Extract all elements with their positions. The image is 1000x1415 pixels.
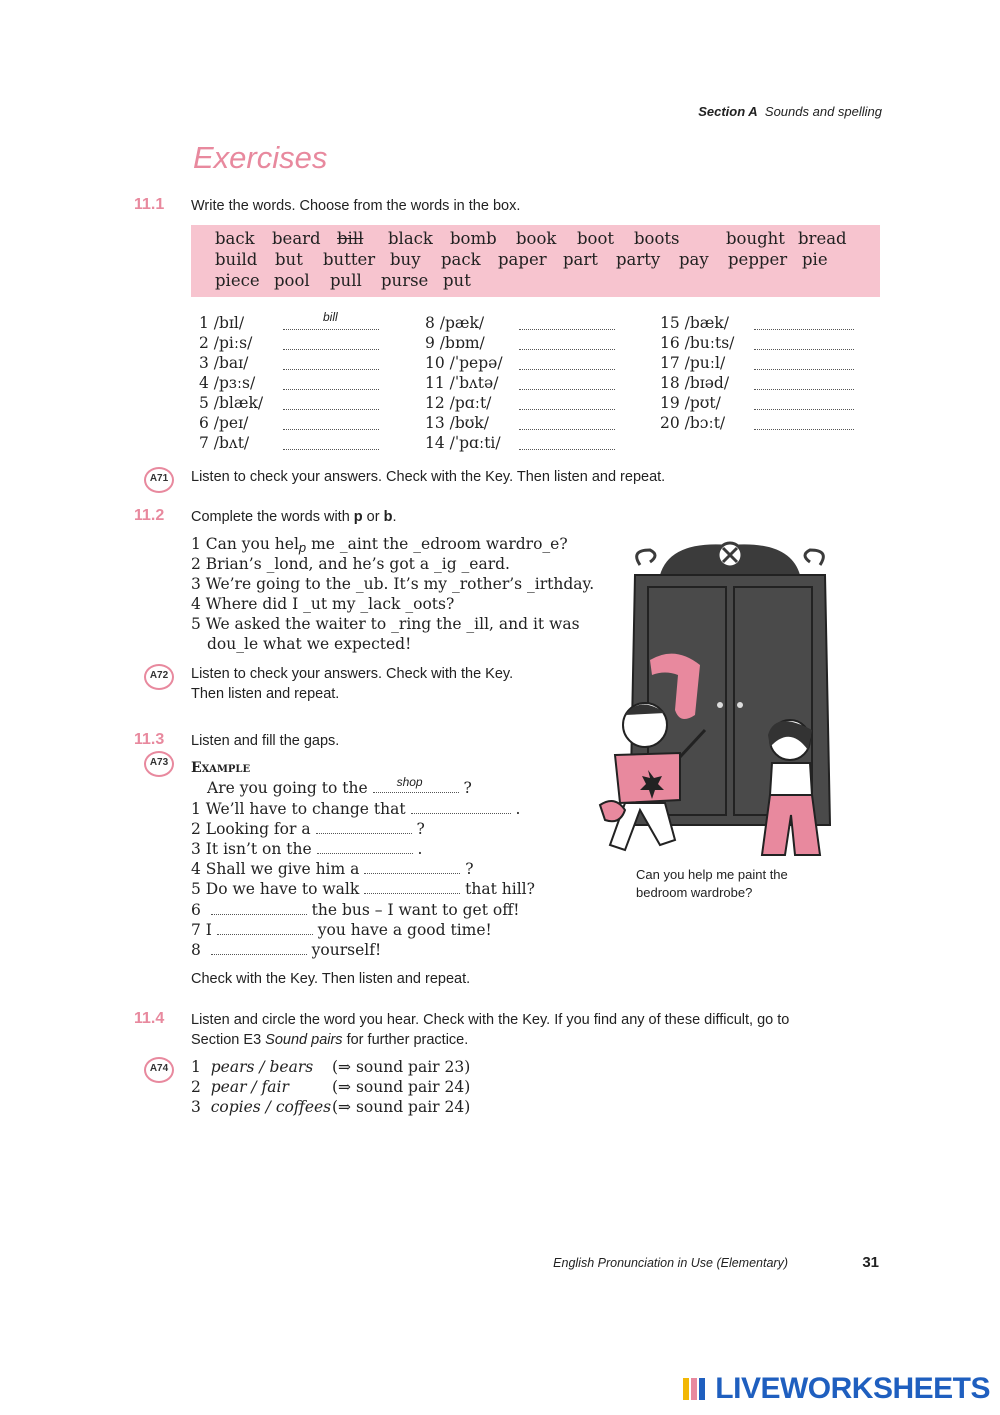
answer-text: bill xyxy=(323,310,338,324)
paint-pot xyxy=(600,801,625,821)
sentence-text: ? xyxy=(463,779,472,797)
sentence-text: . xyxy=(515,800,521,818)
ipa-label: 4 /pɜːs/ xyxy=(199,374,256,392)
pair-item-1[interactable] xyxy=(191,1058,471,1076)
gap-item-3 xyxy=(191,840,422,858)
sentence-text: 4 Shall we give him a xyxy=(191,860,360,878)
box-word: beard xyxy=(272,229,321,248)
footer-book-title: English Pronunciation in Use (Elementary) xyxy=(553,1256,788,1270)
box-word: boots xyxy=(634,229,680,248)
box-word: but xyxy=(275,250,303,269)
box-word: build xyxy=(215,250,258,269)
ipa-label: 10 /ˈpepə/ xyxy=(425,354,503,372)
word-pair[interactable]: pears / bears xyxy=(210,1058,314,1076)
box-word: pepper xyxy=(728,250,788,269)
answer-blank[interactable] xyxy=(754,348,854,350)
ipa-label: 17 /puːl/ xyxy=(660,354,726,372)
caption-line: bedroom wardrobe? xyxy=(636,885,753,900)
answer-blank[interactable] xyxy=(317,841,413,854)
sentence-text: Are you going to the xyxy=(207,779,368,797)
answer-blank[interactable] xyxy=(283,448,379,450)
item-number: 2 xyxy=(191,1078,201,1096)
header-section: Section A xyxy=(698,104,758,119)
ipa-label: 18 /bɪəd/ xyxy=(660,374,730,392)
exercise-11-3-instruction: Listen and fill the gaps. xyxy=(191,733,340,749)
item-number: 1 xyxy=(191,1058,201,1076)
instruction-text: . xyxy=(392,509,397,525)
answer-blank[interactable] xyxy=(217,922,313,935)
child-right-trousers xyxy=(762,795,820,855)
gap-item-2 xyxy=(191,820,425,838)
box-word: pull xyxy=(330,271,362,290)
sentence-text: 5 Do we have to walk xyxy=(191,880,360,898)
ipa-label: 20 /bɔːt/ xyxy=(660,414,726,432)
exercise-11-2-listen-2: Then listen and repeat. xyxy=(191,686,340,702)
sentence-text: you have a good time! xyxy=(317,921,492,939)
sentence-text: 1 Can you hel xyxy=(191,535,299,553)
letter-p: p xyxy=(353,509,363,525)
box-word-crossed: bill xyxy=(337,229,364,248)
door-knob xyxy=(717,702,723,708)
box-word: back xyxy=(215,229,255,248)
exercise-11-1-listen: Listen to check your answers. Check with the Key. Then listen and repeat. xyxy=(191,469,666,485)
scroll-left xyxy=(637,550,655,565)
audio-track-icon[interactable]: A73 xyxy=(144,751,174,777)
pair-item-3[interactable] xyxy=(191,1098,471,1116)
liveworksheets-brand[interactable]: LIVEWORKSHEETS xyxy=(715,1372,990,1405)
sound-pair-ref: (⇒ sound pair 23) xyxy=(332,1058,471,1076)
box-word: pie xyxy=(802,250,828,269)
child-right-shirt xyxy=(770,763,812,795)
gap-item-5 xyxy=(191,880,535,898)
ipa-label: 3 /baɪ/ xyxy=(199,354,249,372)
exercise-11-3-check: Check with the Key. Then listen and repeat. xyxy=(191,971,471,987)
door-knob xyxy=(737,702,743,708)
gap-item-1 xyxy=(191,800,520,818)
page-number: 31 xyxy=(862,1254,879,1271)
box-word: party xyxy=(616,250,661,269)
filled-answer: shop xyxy=(396,775,423,789)
answer-blank[interactable] xyxy=(283,328,379,330)
word-pair[interactable]: pear / fair xyxy=(210,1078,289,1096)
box-word: put xyxy=(443,271,471,290)
sentence-text: the bus – I want to get off! xyxy=(311,901,520,919)
exercise-number-11-2: 11.2 xyxy=(134,507,165,524)
wardrobe-illustration xyxy=(580,525,880,860)
instruction-italic: Sound pairs xyxy=(265,1032,343,1048)
exercise-number-11-1: 11.1 xyxy=(134,196,165,213)
header-topic: Sounds and spelling xyxy=(764,104,882,119)
sentence-text: 3 It isn’t on the xyxy=(191,840,312,858)
box-word: piece xyxy=(215,271,260,290)
running-header xyxy=(698,104,882,119)
answer-blank[interactable] xyxy=(373,775,459,793)
ipa-label: 6 /peɪ/ xyxy=(199,414,249,432)
sentence-text: 8 xyxy=(191,941,201,959)
box-word: butter xyxy=(323,250,376,269)
ipa-label: 9 /bɒm/ xyxy=(425,334,485,352)
ipa-label: 14 /ˈpɑːti/ xyxy=(425,434,501,452)
word-pair[interactable]: copies / coffees xyxy=(210,1098,332,1116)
ipa-label: 13 /bʊk/ xyxy=(425,414,490,432)
illustration-caption xyxy=(636,866,788,902)
ipa-label: 5 /blæk/ xyxy=(199,394,264,412)
box-word: pack xyxy=(441,250,481,269)
instruction-text: or xyxy=(362,509,384,525)
answer-blank[interactable] xyxy=(211,902,307,915)
exercise-11-2-listen-1: Listen to check your answers. Check with the Key. xyxy=(191,666,514,682)
letter-b: b xyxy=(383,509,393,525)
answer-blank[interactable] xyxy=(754,368,854,370)
gap-item-6 xyxy=(191,901,519,919)
sentence-3: 3 We’re going to the _ub. It’s my _rother’s _irthday. xyxy=(191,575,595,593)
box-word: part xyxy=(563,250,598,269)
filled-answer: p xyxy=(298,540,307,555)
box-word: paper xyxy=(498,250,547,269)
box-word: bread xyxy=(798,229,847,248)
instruction-text: Section E3 xyxy=(191,1032,266,1048)
sentence-text: ? xyxy=(416,820,425,838)
box-word: black xyxy=(388,229,433,248)
sentence-text: that hill? xyxy=(465,880,535,898)
sentence-text: 6 xyxy=(191,901,201,919)
ipa-label: 11 /ˈbʌtə/ xyxy=(425,374,499,392)
box-word: bomb xyxy=(450,229,497,248)
answer-blank[interactable] xyxy=(519,348,615,350)
ipa-label: 7 /bʌt/ xyxy=(199,434,250,452)
answer-blank[interactable] xyxy=(754,408,854,410)
sentence-text: ? xyxy=(465,860,474,878)
audio-track-icon[interactable]: A72 xyxy=(144,664,174,690)
sound-pair-ref: (⇒ sound pair 24) xyxy=(332,1098,471,1116)
answer-blank[interactable] xyxy=(519,408,615,410)
answer-blank[interactable] xyxy=(283,388,379,390)
liveworksheets-logo-icon xyxy=(683,1378,705,1400)
item-number: 3 xyxy=(191,1098,201,1116)
box-word: pay xyxy=(679,250,709,269)
sentence-text: 2 Looking for a xyxy=(191,820,311,838)
answer-blank[interactable] xyxy=(316,821,412,834)
exercise-number-11-3: 11.3 xyxy=(134,731,165,748)
sentence-1 xyxy=(191,535,568,555)
box-word: purse xyxy=(381,271,429,290)
answer-blank[interactable] xyxy=(364,861,460,874)
exercise-number-11-4: 11.4 xyxy=(134,1010,165,1027)
answer-blank[interactable] xyxy=(283,348,379,350)
answer-blank[interactable] xyxy=(364,881,460,894)
exercise-11-4-instruction-2 xyxy=(191,1032,468,1048)
gap-item-8 xyxy=(191,941,381,959)
answer-blank[interactable] xyxy=(283,428,379,430)
exercise-11-4-instruction-1: Listen and circle the word you hear. Check with the Key. If you find any of these difficult, go to xyxy=(191,1012,790,1028)
page-title: Exercises xyxy=(193,140,328,175)
ipa-label: 16 /buːts/ xyxy=(660,334,735,352)
box-word: boot xyxy=(577,229,615,248)
ipa-label: 8 /pæk/ xyxy=(425,314,485,332)
sound-pair-ref: (⇒ sound pair 24) xyxy=(332,1078,471,1096)
audio-track-icon[interactable]: A74 xyxy=(144,1057,174,1083)
exercise-11-2-instruction xyxy=(191,509,397,525)
example-sentence xyxy=(207,775,472,797)
gap-item-7 xyxy=(191,921,492,939)
sentence-text: yourself! xyxy=(311,941,382,959)
answer-blank[interactable] xyxy=(519,328,615,330)
audio-track-icon[interactable]: A71 xyxy=(144,467,174,493)
exercise-11-1-instruction: Write the words. Choose from the words in the box. xyxy=(191,198,521,214)
gap-item-4 xyxy=(191,860,474,878)
answer-blank[interactable] xyxy=(754,328,854,330)
answer-blank[interactable] xyxy=(211,942,307,955)
ipa-label: 19 /pʊt/ xyxy=(660,394,721,412)
sentence-text: . xyxy=(417,840,423,858)
box-word: buy xyxy=(390,250,421,269)
sentence-text: me _aint the _edroom wardro_e? xyxy=(306,535,568,553)
instruction-text: for further practice. xyxy=(342,1032,469,1048)
ipa-label: 12 /pɑːt/ xyxy=(425,394,492,412)
answer-blank[interactable] xyxy=(519,428,615,430)
answer-blank[interactable] xyxy=(283,408,379,410)
ipa-label: 2 /piːs/ xyxy=(199,334,253,352)
word-box xyxy=(191,225,880,297)
pair-item-2[interactable] xyxy=(191,1078,471,1096)
scroll-right xyxy=(805,550,823,565)
example-label: Example xyxy=(191,760,251,776)
answer-blank[interactable] xyxy=(519,368,615,370)
sentence-4: 4 Where did I _ut my _lack _oots? xyxy=(191,595,455,613)
instruction-text: Complete the words with xyxy=(191,509,354,525)
sentence-text: 7 I xyxy=(191,921,212,939)
answer-blank[interactable] xyxy=(519,448,615,450)
sentence-text: 1 We’ll have to change that xyxy=(191,800,406,818)
ipa-label: 15 /bæk/ xyxy=(660,314,729,332)
box-word: pool xyxy=(274,271,310,290)
answer-blank[interactable] xyxy=(754,388,854,390)
ipa-label: 1 /bɪl/ xyxy=(199,314,245,332)
answer-blank[interactable] xyxy=(283,368,379,370)
sentence-5-continued: dou_le what we expected! xyxy=(207,635,412,653)
answer-blank[interactable] xyxy=(411,801,511,814)
answer-blank[interactable] xyxy=(519,388,615,390)
sentence-2: 2 Brian’s _lond, and he’s got a _ig _eard. xyxy=(191,555,510,573)
box-word: book xyxy=(516,229,557,248)
box-word: bought xyxy=(726,229,785,248)
caption-line: Can you help me paint the xyxy=(636,867,788,882)
sentence-5: 5 We asked the waiter to _ring the _ill, and it was xyxy=(191,615,580,633)
answer-blank[interactable] xyxy=(754,428,854,430)
